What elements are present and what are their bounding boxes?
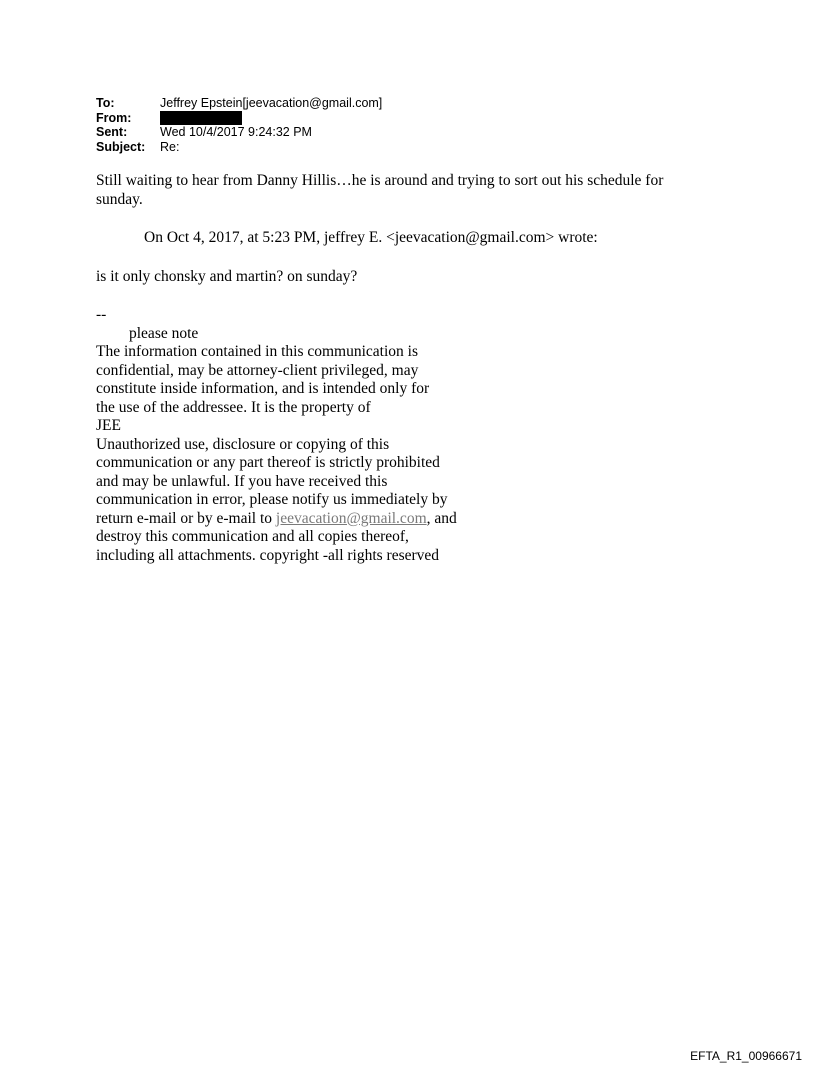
email-link[interactable]: jeevacation@gmail.com: [275, 509, 427, 527]
sent-row: [96, 125, 382, 140]
sent-label: Sent:: [96, 125, 128, 139]
subject-value: Re:: [160, 139, 180, 154]
document-id: EFTA_R1_00966671: [690, 1049, 802, 1063]
disclaimer-line: constitute inside information, and is intended only for: [96, 380, 430, 397]
signature-separator: --: [96, 306, 107, 323]
disclaimer-line: including all attachments. copyright -all rights reserved: [96, 546, 440, 564]
note-heading: please note: [129, 324, 199, 342]
quoted-intro: On Oct 4, 2017, at 5:23 PM, jeffrey E. <jeevacation@gmail.com> wrote:: [144, 229, 598, 246]
reply-line-1: Still waiting to hear from Danny Hillis…he is around and trying to sort out his schedule for: [96, 172, 664, 189]
reply-line-2: sunday.: [96, 190, 143, 208]
disclaimer-line: communication in error, please notify us immediately by: [96, 491, 448, 508]
to-value: Jeffrey Epstein[jeevacation@gmail.com]: [160, 96, 383, 110]
disclaimer-link-suffix: , and: [426, 509, 457, 527]
subject-label: Subject:: [96, 139, 146, 154]
subject-row: [96, 140, 382, 155]
disclaimer-line: and may be unlawful. If you have received this: [96, 472, 388, 490]
disclaimer-line: JEE: [96, 417, 121, 434]
quoted-message: is it only chonsky and martin? on sunday?: [96, 267, 358, 285]
email-header: [96, 96, 382, 154]
disclaimer-link-prefix: return e-mail or by e-mail to: [96, 509, 276, 527]
email-body: [96, 172, 736, 565]
to-row: [96, 96, 382, 111]
disclaimer-line: communication or any part thereof is strictly prohibited: [96, 454, 440, 471]
disclaimer-line: Unauthorized use, disclosure or copying of this: [96, 435, 390, 453]
disclaimer-link-line: [96, 510, 736, 529]
disclaimer-line: destroy this communication and all copies thereof,: [96, 528, 409, 545]
disclaimer-line: confidential, may be attorney-client privileged, may: [96, 361, 419, 379]
from-row: [96, 111, 382, 126]
redaction-bar: [160, 111, 242, 125]
disclaimer-line: The information contained in this communication is: [96, 343, 418, 360]
from-label: From:: [96, 110, 132, 125]
to-label: To:: [96, 96, 115, 110]
disclaimer-line: the use of the addressee. It is the property of: [96, 398, 371, 416]
sent-value: Wed 10/4/2017 9:24:32 PM: [160, 125, 312, 139]
